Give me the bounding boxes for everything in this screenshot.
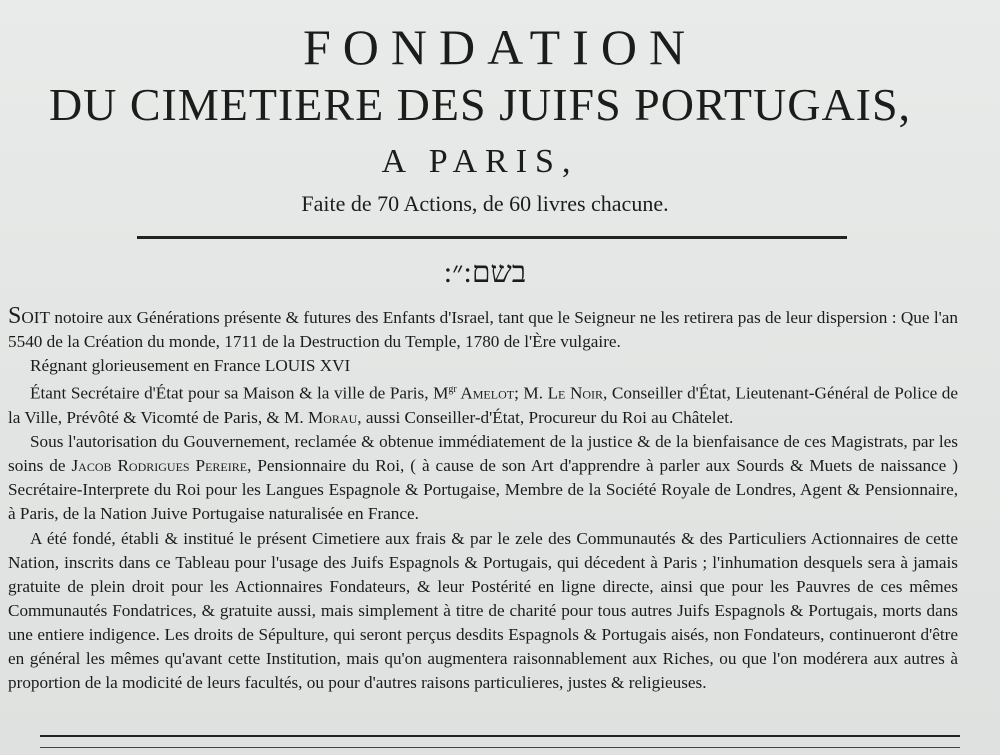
person-name: Jacob Rodrigues Pereire (71, 456, 248, 476)
document-detail: Faite de 70 Actions, de 60 livres chacune. (301, 191, 669, 216)
paragraph-text: ; M. (514, 384, 548, 404)
document-place: A PARIS, (381, 143, 579, 180)
paragraph-text: notoire aux Générations présente & futures des Enfants d'Israel, tant que le Seigneur ne les retirera pas de leur dispersion : Que l'an 5540 de la Création du monde, 1711 de la Destruction du Temple, 1780 de l'Ère vulgaire. (8, 308, 958, 352)
bottom-divider-thin (40, 747, 960, 748)
paragraph-foundation (8, 527, 958, 696)
paragraph-authorisation (8, 430, 958, 526)
paragraph-reign (8, 354, 958, 378)
superscript: gr (448, 384, 457, 396)
paragraph-text: Sous l'autorisation du Gouvernement, reclamée & obtenue immédiatement de la justice & de la bienfaisance de ces Magistrats, par les soins de (8, 432, 958, 476)
paragraph-text: A été fondé, établi & institué le présent Cimetiere aux frais & par le zele des Communautés & des Particuliers Actionnaires de cette Nation, inscrits dans ce Tableau pour l'usage des Juifs Espagnols & Portugais, qui décedent à Paris ; l'inhumation desquels sera à jamais gratuite de plein droit pour les Actionnaires Fondateurs, & leur Postérité en ligne directe, ainsi que pour les Pauvres de ces mêmes Communautés Fondatrices, & gratuite aussi, mais simplement à titre de charité pour tous autres Juifs Espagnols & Portugais, morts dans une entiere indigence. Les droits de Sépulture, qui seront perçus desdits Espagnols & Portugais aisés, non Fondateurs, continueront d'être en général les mêmes qu'avant cette Institution, mais qu'on augmentera raisonnablement aux Riches, ou que l'on modérera aux autres à proportion de la modicité de leurs facultés, ou pour d'autres raisons particulieres, justes & religieuses. (8, 528, 958, 693)
hebrew-heading: בשם:״: (443, 256, 527, 289)
top-divider (137, 236, 847, 239)
paragraph-text: Régnant glorieusement en France (30, 356, 265, 376)
paragraph-secretary (8, 378, 958, 430)
paragraph-text: , Pensionnaire du Roi, ( à cause de son Art d'apprendre à parler aux Sourds & Muets de naissance ) Secrétaire-Interprete du Roi pour les Langues Espagnole & Portugaise, Membre de la Société Royale de Londres, Agent & Pensionnaire, à Paris, de la Nation Juive Portugaise naturalisée en France. (8, 456, 958, 524)
paragraph-text: , Conseiller d'État, Lieutenant-Général de Police de la Ville, Prévôté & Vicomté de Paris, & M. (8, 384, 958, 428)
paragraph-text: , aussi Conseiller-d'État, Procureur du Roi au Châtelet. (357, 408, 734, 428)
smallcaps-word: OIT (21, 308, 50, 327)
person-name: Morau (307, 408, 358, 428)
person-name: Amelot (456, 384, 515, 404)
document-body (8, 304, 958, 695)
document-title: FONDATION (302, 19, 698, 75)
person-name: Le Noir (547, 384, 604, 404)
drop-cap: S (8, 303, 22, 329)
bottom-divider (40, 735, 960, 737)
paragraph-text: Étant Secrétaire d'État pour sa Maison & la ville de Paris, M (30, 384, 449, 404)
document-subtitle: DU CIMETIERE DES JUIFS PORTUGAIS, (48, 79, 912, 130)
paragraph-proclamation (8, 304, 958, 354)
king-name: LOUIS XVI (264, 356, 351, 376)
